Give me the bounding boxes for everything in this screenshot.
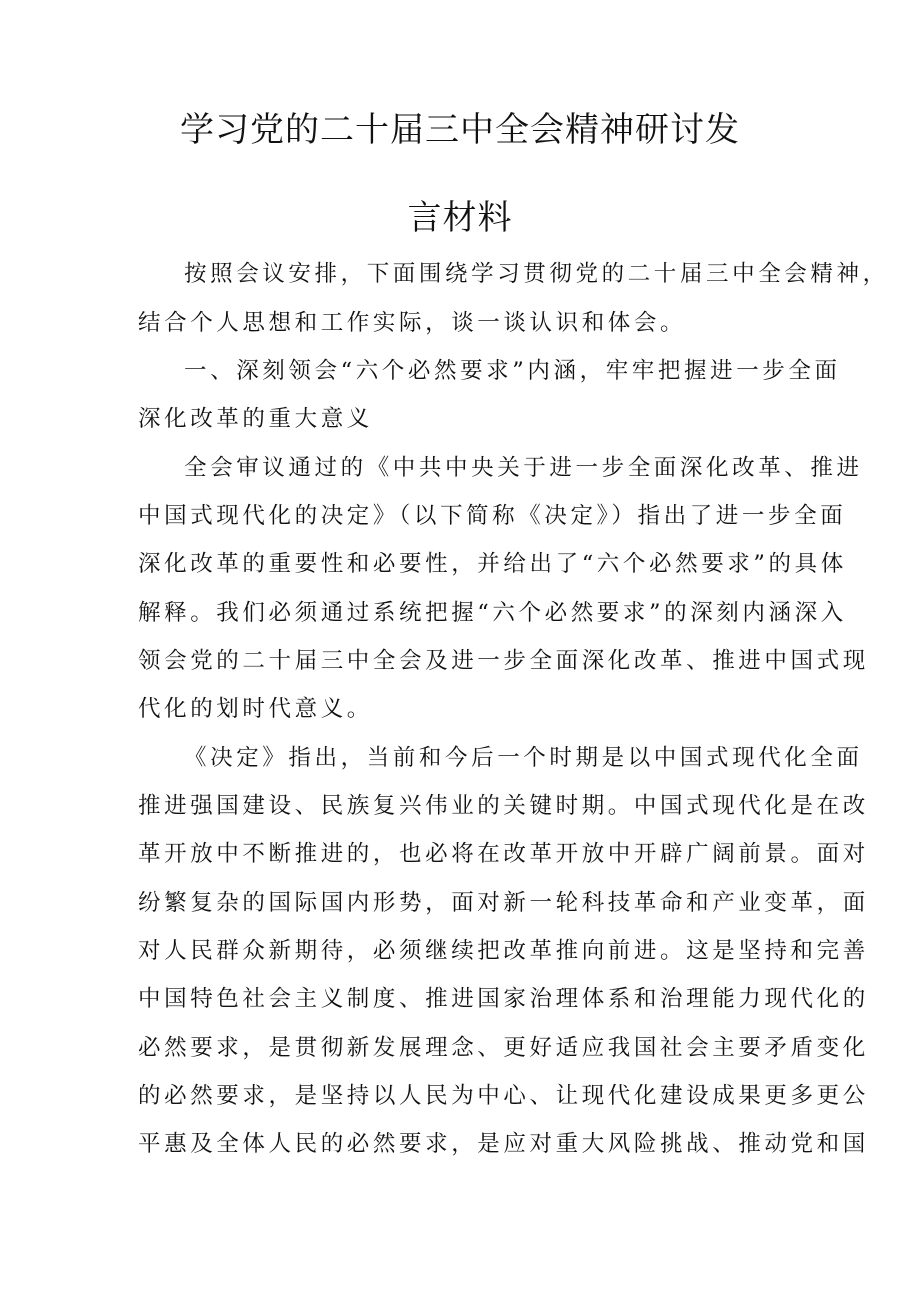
- body-line-15: 对人民群众新期待，必须继续把改革推向前进。这是坚持和完善: [138, 938, 869, 964]
- body-line-7: 深化改革的重要性和必要性，并给出了“六个必然要求”的具体: [138, 551, 847, 577]
- body-line-10: 代化的划时代意义。: [138, 696, 373, 722]
- section-heading-line-1: 一、深刻领会“六个必然要求”内涵，牢牢把握进一步全面: [184, 358, 841, 384]
- body-line-6: 中国式现代化的决定》（以下简称《决定》）指出了进一步全面: [138, 503, 847, 529]
- body-line-13: 革开放中不断推进的，也必将在改革开放中开辟广阔前景。面对: [138, 841, 869, 867]
- body-line-18: 的必然要求，是坚持以人民为中心、让现代化建设成果更多更公: [138, 1083, 869, 1109]
- document-title-line-1: 学习党的二十届三中全会精神研讨发: [180, 110, 740, 150]
- body-line-14: 纷繁复杂的国际国内形势，面对新一轮科技革命和产业变革，面: [138, 890, 869, 916]
- body-line-17: 必然要求，是贯彻新发展理念、更好适应我国社会主要矛盾变化: [138, 1035, 869, 1061]
- body-line-1: 按照会议安排，下面围绕学习贯彻党的二十届三中全会精神，: [184, 261, 889, 287]
- body-line-11: 《决定》指出，当前和今后一个时期是以中国式现代化全面: [184, 745, 863, 771]
- body-line-2: 结合个人思想和工作实际，谈一谈认识和体会。: [138, 310, 687, 336]
- body-line-19: 平惠及全体人民的必然要求，是应对重大风险挑战、推动党和国: [138, 1131, 869, 1157]
- section-heading-line-2: 深化改革的重大意义: [138, 406, 373, 432]
- body-line-9: 领会党的二十届三中全会及进一步全面深化改革、推进中国式现: [138, 648, 869, 674]
- body-line-16: 中国特色社会主义制度、推进国家治理体系和治理能力现代化的: [138, 986, 869, 1012]
- body-line-8: 解释。我们必须通过系统把握“六个必然要求”的深刻内涵深入: [138, 600, 847, 626]
- body-line-12: 推进强国建设、民族复兴伟业的关键时期。中国式现代化是在改: [138, 793, 869, 819]
- body-line-5: 全会审议通过的《中共中央关于进一步全面深化改革、推进: [184, 455, 863, 481]
- document-title-line-2: 言材料: [407, 198, 513, 238]
